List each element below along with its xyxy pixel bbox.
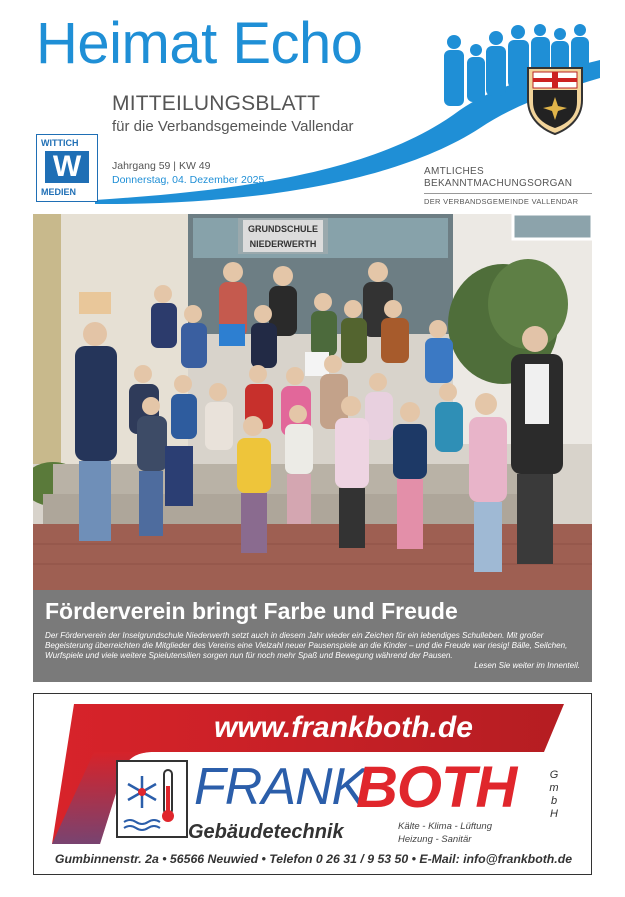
official-divider (424, 193, 592, 194)
cover-photo (33, 214, 592, 590)
official-organ-line2: BEKANNTMACHUNGSORGAN (424, 178, 573, 189)
article-lead: Der Förderverein der Inselgrundschule Niederwerth setzt auch in diesem Jahr wieder ein Zeichen für ein lebendiges Schulleben. Mit großer Begeisterung überreichten die Mitglieder des Vereins eine Vielzahl neuer Pausenspiele an die Kinder – und die Freude war riesig! Bälle, Seilchen, Wurfspiele und viele weitere Spielutensilien sorgen nun für noch mehr Spaß und Bewegung während der Pausen. (45, 631, 568, 660)
article-headline: Förderverein bringt Farbe und Freude (45, 598, 458, 624)
ad-address: Gumbinnenstr. 2a • 56566 Neuwied • Telefon 0 26 31 / 9 53 50 • E-Mail: info@frankboth.de (54, 852, 573, 866)
group-photo-illustration (33, 214, 592, 590)
snowflake-thermometer-icon (116, 760, 188, 838)
issue-number: Jahrgang 59 | KW 49 (112, 160, 211, 172)
publisher-logo-top: WITTICH (41, 138, 79, 148)
article-teaser (33, 590, 592, 682)
coat-of-arms-icon (524, 64, 586, 136)
issue-date: Donnerstag, 04. Dezember 2025 (112, 174, 265, 186)
ad-tagline: Gebäudetechnik (188, 821, 344, 843)
ad-website-link[interactable]: www.frankboth.de (214, 711, 473, 744)
school-sign-line2: NIEDERWERTH (249, 239, 317, 249)
masthead (0, 0, 625, 215)
publication-subline: für die Verbandsgemeinde Vallendar (112, 118, 354, 135)
publisher-logo-mark: W (45, 151, 89, 183)
ad-brand-frank: FRANK (194, 758, 366, 816)
official-organ-line1: AMTLICHES (424, 166, 484, 177)
ad-legal-form: G m b H (549, 769, 559, 820)
ad-services-line2: Heizung - Sanitär (398, 834, 472, 845)
advertisement[interactable] (33, 693, 592, 875)
publisher-logo (36, 134, 98, 202)
ad-services-line1: Kälte - Klima - Lüftung (398, 821, 492, 832)
publisher-logo-bottom: MEDIEN (41, 187, 77, 197)
article-continue-note: Lesen Sie weiter im Innenteil. (474, 661, 580, 670)
publication-title: Heimat Echo (36, 11, 363, 76)
ad-brand-both: BOTH (356, 755, 517, 820)
school-sign-line1: GRUNDSCHULE (247, 224, 319, 234)
publication-subtitle: MITTEILUNGSBLATT (112, 92, 321, 115)
official-organ-line3: DER VERBANDSGEMEINDE VALLENDAR (424, 197, 579, 206)
